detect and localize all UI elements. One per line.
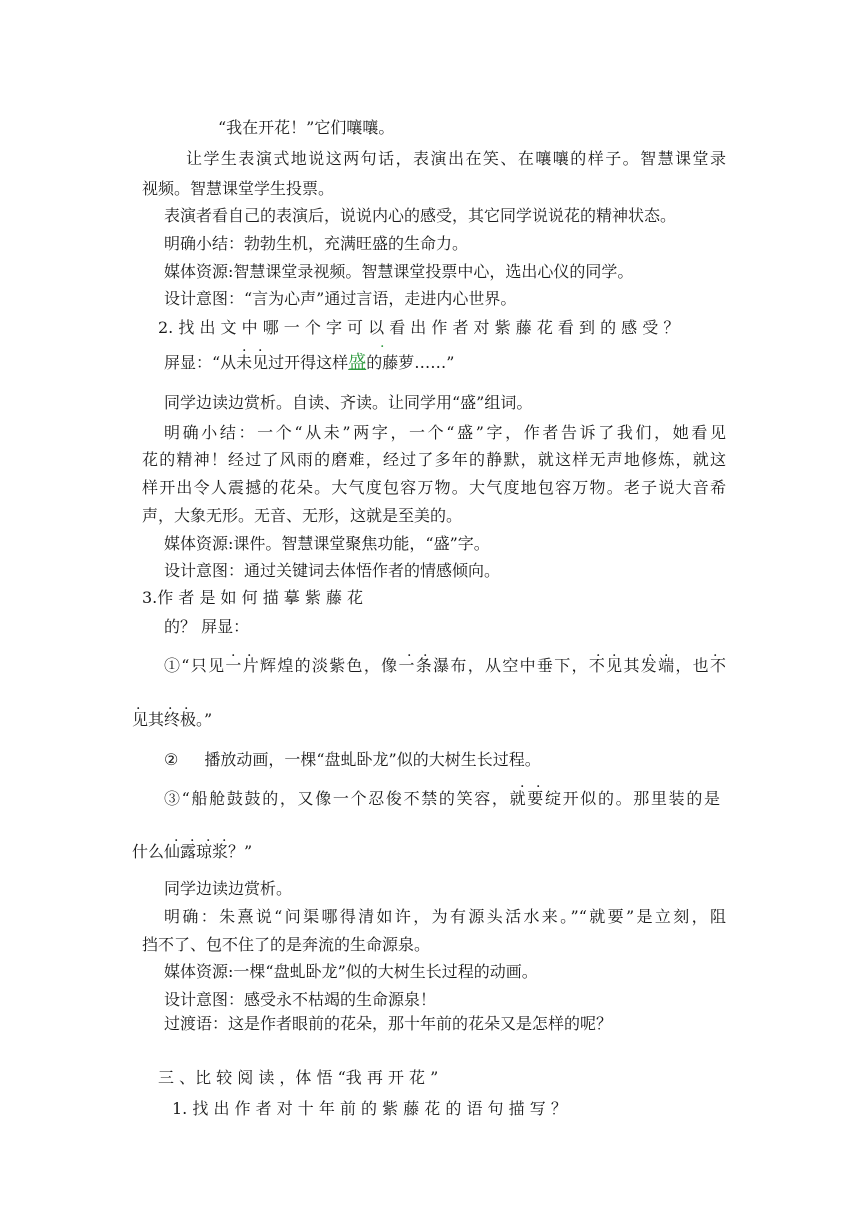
emphasis-dot: . [423,644,428,660]
paragraph-line: 表演者看自己的表演后，说说内心的感受，其它同学说说花的精神状态。 [164,206,677,225]
paragraph-line: 视频。智慧课堂学生投票。 [142,179,335,198]
emphasis-dot: . [242,339,247,355]
emphasis-dot: . [168,697,173,713]
emphasis-dot: . [222,829,227,845]
design-intent-line: 设计意图：“言为心声”通过言语，走进内心世界。 [164,289,517,308]
emphasis-dot: . [184,697,189,713]
emphasis-dot: . [648,644,653,660]
question-heading: 3.作 者 是 如 何 描 摹 紫 藤 花 [142,588,364,607]
emphasis-dot: . [713,644,718,660]
quote-line: ③“船舱鼓鼓的，又像一个忍俊不禁的笑容，就要绽开似的。那里装的是 [164,789,720,808]
paragraph-line: 明确：朱熹说“问渠哪得清如许，为有源头活水来。”“就要”是立刻，阻 [164,907,726,926]
quote-line: 什么仙露琼浆？” [132,842,253,861]
list-item: ② 播放动画，一棵“盘虬卧龙”似的大树生长过程。 [164,750,541,769]
quote-line: ①“只见一片辉煌的淡紫色，像一条瀑布，从空中垂下，不见其发端，也不 [164,656,726,675]
paragraph-line: 样开出令人震撼的花朵。大气度包容万物。大气度地包容万物。老子说大音希 [142,478,726,497]
design-intent-line: 设计意图：通过关键词去体悟作者的情感倾向。 [164,561,501,580]
design-intent-line: 设计意图：感受永不枯竭的生命源泉！ [164,990,437,1009]
screen-display-line: 屏显：“从未见过开得这样盛的藤萝……” [164,352,455,373]
emphasis-dot: . [380,335,385,351]
emphasis-dot: . [520,775,525,791]
paragraph-line: 同学边读边赏析。 [164,879,293,898]
media-resource-line: 媒体资源:智慧课堂录视频。智慧课堂投票中心，选出心仪的同学。 [164,262,634,281]
emphasis-dot: . [536,775,541,791]
emphasis-dot: . [612,644,617,660]
emphasis-dot: . [206,829,211,845]
emphasis-dot: . [596,644,601,660]
paragraph-line: 声，大象无形。无音、无形，这就是至美的。 [142,506,463,525]
paragraph-line: 明确小结：勃勃生机，充满旺盛的生命力。 [164,234,469,253]
paragraph-line: 明确小结：一个“从未”两字，一个“盛”字，作者告诉了我们，她看见 [164,423,726,442]
media-resource-line: 媒体资源:一棵“盘虬卧龙”似的大树生长过程的动画。 [164,962,538,981]
emphasis-dot: . [190,829,195,845]
paragraph-line: 让学生表演式地说这两句话，表演出在笑、在嚷嚷的样子。智慧课堂录 [186,149,726,168]
highlighted-character: 盛 [348,352,367,373]
emphasis-dot: . [407,644,412,660]
emphasis-dot: . [258,339,263,355]
emphasis-dot: . [231,644,236,660]
emphasis-dot: . [174,829,179,845]
question-heading: 1. 找 出 作 者 对 十 年 前 的 紫 藤 花 的 语 句 描 写 ？ [172,1099,567,1118]
question-heading: 2. 找 出 文 中 哪 一 个 字 可 以 看 出 作 者 对 紫 藤 花 看 到 的 感 受 ？ [158,318,680,337]
paragraph-line: 花的精神！经过了风雨的磨难，经过了多年的静默，就这样无声地修炼，就这 [142,450,726,469]
media-resource-line: 媒体资源:课件。智慧课堂聚焦功能，“盛”字。 [164,534,490,553]
section-heading: 三 、比 较 阅 读 ，体 悟 “我 再 开 花 ” [158,1068,439,1087]
emphasis-dot: . [664,644,669,660]
paragraph-line: 的？ 屏显： [164,617,250,636]
emphasis-dot: . [136,697,141,713]
emphasis-dot: . [247,644,252,660]
quote-line: 见其终极。” [132,710,213,729]
paragraph-line: 同学边读边赏析。自读、齐读。让同学用“盛”组词。 [164,393,533,412]
paragraph-line: 挡不了、包不住了的是奔流的生命源泉。 [142,935,431,954]
transition-line: 过渡语：这是作者眼前的花朵，那十年前的花朵又是怎样的呢？ [164,1014,613,1033]
quote-line: “我在开花！”它们嚷嚷。 [218,118,395,137]
